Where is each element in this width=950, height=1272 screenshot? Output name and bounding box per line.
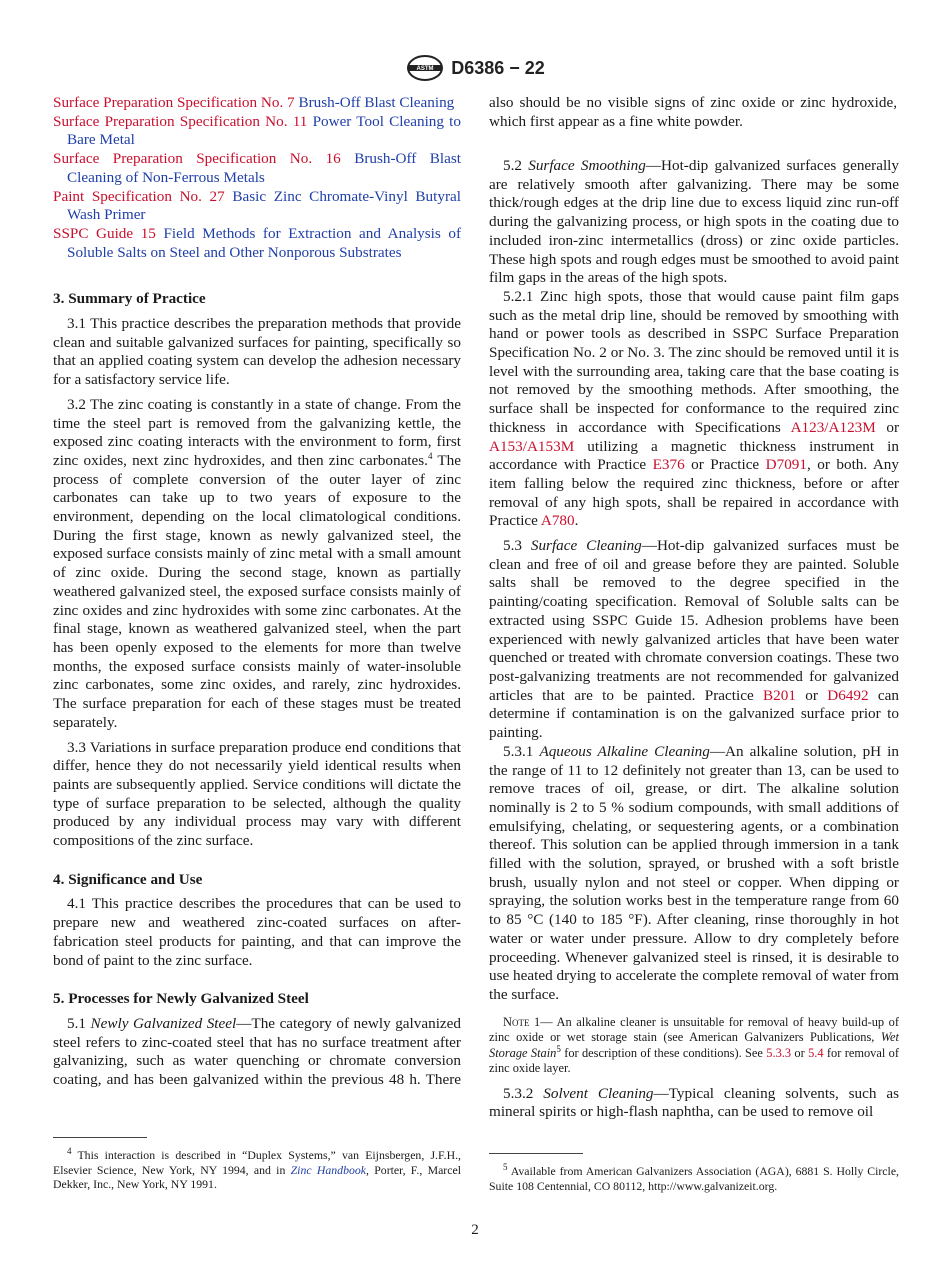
link-d7091[interactable]: D7091 <box>765 456 807 474</box>
link-5-3-3[interactable]: 5.3.3 <box>766 1045 792 1060</box>
reference-item[interactable]: SSPC Guide 15 Field Methods for Extraction and Analysis of Soluble Salts on Steel and Other Nonporous Substrates <box>53 224 462 261</box>
page-header <box>0 54 950 87</box>
reference-item[interactable]: Paint Specification No. 27 Basic Zinc Chromate-Vinyl Butyral Wash Primer <box>53 187 461 224</box>
right-column <box>489 94 899 1122</box>
paragraph-3-1: 3.1 This practice describes the preparation methods that provide clean and suitable galvanized surfaces for painting, specifically so that an applied coating system can develop the adhesion necessary for a satisfactory service life. <box>53 315 461 389</box>
paragraph-3-2: 3.2 The zinc coating is constantly in a state of change. From the time the steel part is removed from the galvanizing kettle, the exposed zinc coating interacts with the environment to form, first zinc oxides, next zinc hydroxides, and then zinc carbonates.$^4$ The process of complete conversion of the outer layer of zinc carbonates can take up to two years of exposure to the environment, depending on the local climatological conditions. During the first stage, known as newly galvanized steel, the exposed surface consists mainly of zinc metal with a small amount of zinc oxide. During the second stage, known as partially weathered galvanized steel, the exposed surface consists mainly of zinc oxides and zinc hydroxides with some zinc carbonates. At the final stage, known as weathered galvanized steel, when the part has been openly exposed to the elements for more than twelve months, the exposed surface consists mainly of water-insoluble zinc carbonates, some zinc oxides, and rarely, zinc hydroxides. The surface preparation for each of these stages must be treated separately. <box>53 395 461 731</box>
footnote-rule-right <box>489 1153 583 1154</box>
astm-logo-icon <box>405 54 445 82</box>
paragraph-5-2-1: 5.2.1 Zinc high spots, those that would cause paint film gaps such as the metal drip line, should be removed by smoothing with hand or power tools as described in SSPC Surface Preparation Specification No. 2 or No. 3. The zinc should be removed until it is level with the surrounding area, taking care that the base coating is not removed by the smoothing methods. After smoothing, the surface shall be inspected for conformance to the required zinc thickness in accordance with Specifications A123/A123M or A153/A153M utilizing a magnetic thickness instrument in accordance with Practice E376 or Practice D7091, or both. Any item falling below the required zinc thickness, before or after removal of any high spots, shall be repaired in accordance with Practice A780. <box>489 287 899 530</box>
link-a780[interactable]: A780 <box>540 512 575 530</box>
paragraph-5-2: 5.2 Surface Smoothing—Hot-dip galvanized surfaces generally are relatively smooth after galvanizing. There may be some thick/rough edges at the drip line due to excess liquid zinc run-off during the galvanizing process, or high spots in the coating due to included iron-zinc intermetallics (dross) or zinc oxide particles. These high spots and rough edges must be smoothed to avoid paint film gaps in the areas of the high spots. <box>489 157 899 287</box>
note-1: Note 1— An alkaline cleaner is unsuitable for removal of heavy build-up of zinc oxide or wet storage stain (see American Galvanizers Publications, Wet Storage Stain$^5$ for description of these conditions). See 5.3.3 or 5.4 for removal of zinc oxide layer. <box>489 1014 899 1076</box>
reference-item[interactable]: Surface Preparation Specification No. 11 Power Tool Cleaning to Bare Metal <box>53 112 461 149</box>
document-designation: D6386 − 22 <box>451 57 545 78</box>
svg-text:ASTM: ASTM <box>416 66 434 73</box>
page-number: 2 <box>471 1222 479 1238</box>
left-column <box>53 94 461 1090</box>
paragraph-4-1: 4.1 This practice describes the procedures that can be used to prepare new and weathered zinc-coated surfaces on after-fabrication steel products for painting, and that can improve the bond of paint to the zinc surface. <box>53 895 461 969</box>
link-a123[interactable]: A123/A123M <box>790 418 876 436</box>
paragraph-5-3: 5.3 Surface Cleaning—Hot-dip galvanized surfaces must be clean and free of oil and grease before they are painted. Soluble salts shall be removed to the degree specified in the painting/coating specification. Removal of Soluble salts can be extracted using SSPC Guide 15. Adhesion problems have been experienced with newly galvanized articles that have been water quenched or treated with chromate conversion coatings. These two post-galvanizing treatments are not recommended for galvanized articles that are to be painted. Practice B201 or D6492 can determine if contamination is on the galvanized surface prior to painting. <box>489 537 900 742</box>
section-4-heading: 4. Significance and Use <box>53 870 203 888</box>
reference-list <box>53 94 461 262</box>
paragraph-3-3: 3.3 Variations in surface preparation produce end conditions that differ, hence they do not necessarily yield identical results when paints are subsequently applied. Service conditions will dictate the type of surface preparation to be selected, although the quality produced by any individual process may vary with different compositions of the zinc surface. <box>53 738 461 850</box>
link-b201[interactable]: B201 <box>763 686 796 704</box>
reference-item[interactable]: Surface Preparation Specification No. 16 Brush-Off Blast Cleaning of Non-Ferrous Metals <box>53 150 462 186</box>
reference-item[interactable]: Surface Preparation Specification No. 7 Brush-Off Blast Cleaning <box>53 94 455 111</box>
link-e376[interactable]: E376 <box>652 456 685 474</box>
section-5-heading: 5. Processes for Newly Galvanized Steel <box>53 990 309 1008</box>
paragraph-5-3-1: 5.3.1 Aqueous Alkaline Cleaning—An alkaline solution, pH in the range of 11 to 12 definitely not greater than 13, can be used to remove traces of oil, grease, or dirt. The alkaline solution nominally is 2 to 5 % sodium compounds, with small additions of emulsifying, chelating, or sequestering agents, or a combination thereof. This solution can be applied through immersion in a tank filled with the solution, sprayed, or brushed with a soft bristle brush, usually nylon and not steel or copper. When dipping or spraying, the solution works best in the temperature range from 60 to 85 °C (140 to 185 °F). After cleaning, rinse thoroughly in hot water or water under pressure. Allow to dry completely before proceeding. Whenever galvanized steel is rinsed, it is desirable to use heated drying to accelerate the complete removal of water from the surface. <box>489 742 899 1003</box>
link-d6492[interactable]: D6492 <box>827 686 869 704</box>
link-zinc-handbook[interactable]: Zinc Handbook <box>290 1162 367 1177</box>
paragraph-5-1-part2: also should be no visible signs of zinc oxide or zinc hydroxide, which first appear as a fine white powder. <box>489 94 897 130</box>
link-a153[interactable]: A153/A153M <box>489 437 575 455</box>
section-3-heading: 3. Summary of Practice <box>53 290 206 308</box>
paragraph-5-3-2: 5.3.2 Solvent Cleaning—Typical cleaning solvents, such as mineral spirits or high-flash naphtha, can be used to remove oil <box>489 1084 900 1121</box>
footnote-5: $^5$ Available from American Galvanizers Association (AGA), 6881 S. Holly Circle, Suite 108 Centennial, CO 80112, http://www.galvanizeit.org. <box>489 1162 899 1193</box>
footnote-4: $^4$ This interaction is described in “Duplex Systems,” van Eijnsbergen, J.F.H., Elsevier Science, New York, NY 1994, and in Zinc Handbook, Porter, F., Marcel Dekker, Inc., New York, NY 1991. <box>53 1146 461 1191</box>
paragraph-5-1-part1: 5.1 Newly Galvanized Steel—The category of newly galvanized steel refers to zinc-coated steel that has no surface treatment after galvanizing, such as water quenching or chromate conversion coating, and has been galvanized within the previous 48 h. There <box>53 1014 461 1089</box>
footnote-rule-left <box>53 1137 147 1138</box>
link-5-4[interactable]: 5.4 <box>808 1045 824 1060</box>
